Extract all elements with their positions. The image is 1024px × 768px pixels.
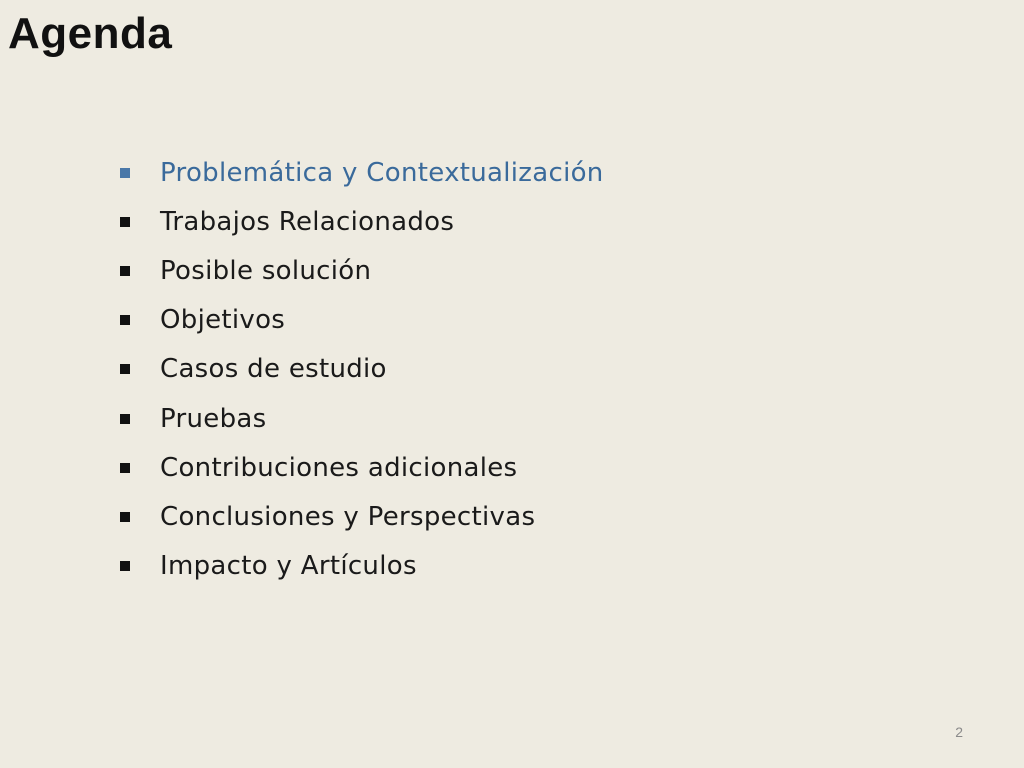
square-bullet-icon [120,168,130,178]
square-bullet-icon [120,512,130,522]
agenda-item-label: Trabajos Relacionados [160,206,455,237]
agenda-item-label: Impacto y Artículos [160,551,417,582]
agenda-item-objetivos [118,296,604,345]
agenda-item-label: Conclusiones y Perspectivas [160,501,536,532]
agenda-item-pruebas [118,394,604,443]
agenda-item-impacto [118,542,604,591]
slide-number: 2 [955,724,963,740]
agenda-item-posible-solucion [118,246,604,295]
agenda-item-trabajos-relacionados [118,197,604,246]
agenda-item-casos-de-estudio [118,345,604,394]
agenda-item-contribuciones [118,443,604,492]
square-bullet-icon [120,217,130,227]
square-bullet-icon [120,315,130,325]
agenda-item-label: Casos de estudio [160,354,387,385]
agenda-item-label: Posible solución [160,255,372,286]
square-bullet-icon [120,561,130,571]
square-bullet-icon [120,364,130,374]
slide-title: Agenda [8,9,173,58]
agenda-item-conclusiones [118,492,604,541]
square-bullet-icon [120,414,130,424]
agenda-item-label: Problemática y Contextualización [160,157,604,188]
square-bullet-icon [120,463,130,473]
square-bullet-icon [120,266,130,276]
agenda-item-problematica [118,148,604,197]
agenda-item-label: Contribuciones adicionales [160,452,518,483]
agenda-item-label: Pruebas [160,403,267,434]
agenda-list [118,148,604,591]
agenda-item-label: Objetivos [160,305,286,336]
